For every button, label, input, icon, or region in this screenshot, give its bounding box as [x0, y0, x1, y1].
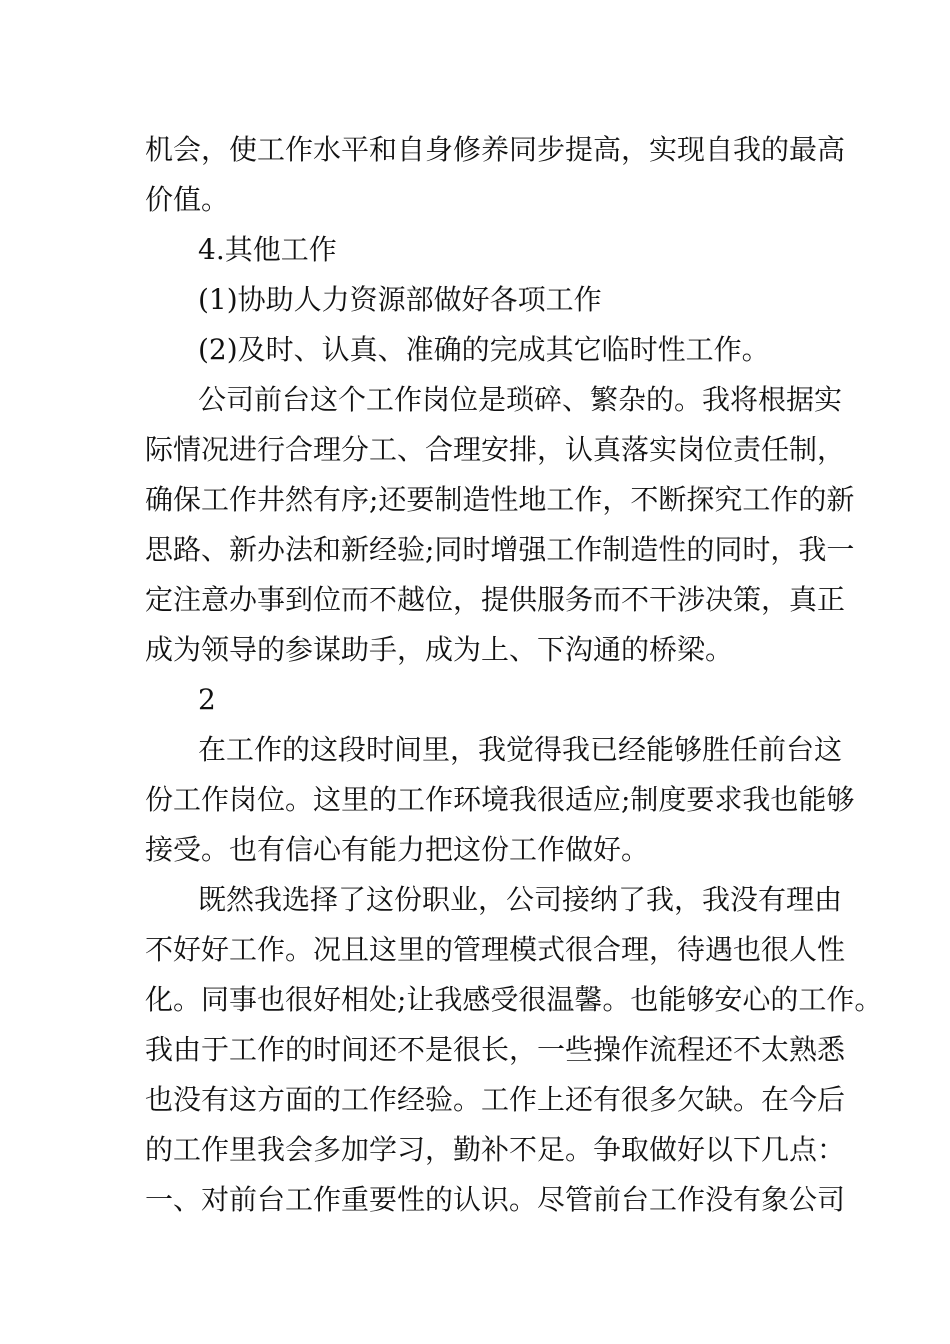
text-line: 接受。也有信心有能力把这份工作做好。 — [145, 833, 650, 866]
paragraph-start: 既然我选择了这份职业，公司接纳了我，我没有理由 — [198, 883, 843, 916]
text-line: 也没有这方面的工作经验。工作上还有很多欠缺。在今后 — [145, 1083, 846, 1116]
text-line: 际情况进行合理分工、合理安排，认真落实岗位责任制， — [145, 433, 846, 466]
text-line: 确保工作井然有序;还要制造性地工作，不断探究工作的新 — [145, 483, 855, 516]
paragraph-start: 在工作的这段时间里，我觉得我已经能够胜任前台这 — [198, 733, 843, 766]
text-line: 思路、新办法和新经验;同时增强工作制造性的同时，我一 — [145, 533, 855, 566]
text-line: 一、对前台工作重要性的认识。尽管前台工作没有象公司 — [145, 1183, 846, 1216]
text-line: 机会，使工作水平和自身修养同步提高，实现自我的最高 — [145, 133, 846, 166]
text-line: 价值。 — [145, 183, 230, 216]
text-line: 份工作岗位。这里的工作环境我很适应;制度要求我也能够 — [145, 783, 855, 816]
text-line: 成为领导的参谋助手，成为上、下沟通的桥梁。 — [145, 633, 734, 666]
paragraph-start: 公司前台这个工作岗位是琐碎、繁杂的。我将根据实 — [198, 383, 843, 416]
list-item: (2)及时、认真、准确的完成其它临时性工作。 — [198, 333, 770, 366]
list-item: (1)协助人力资源部做好各项工作 — [198, 283, 602, 316]
text-line: 我由于工作的时间还不是很长，一些操作流程还不太熟悉 — [145, 1033, 846, 1066]
text-line: 定注意办事到位而不越位，提供服务而不干涉决策，真正 — [145, 583, 846, 616]
section-number: 2 — [198, 683, 216, 716]
text-line: 的工作里我会多加学习，勤补不足。争取做好以下几点： — [145, 1133, 846, 1166]
text-line: 化。同事也很好相处;让我感受很温馨。也能够安心的工作。 — [145, 983, 883, 1016]
section-heading: 4.其他工作 — [198, 233, 337, 266]
text-line: 不好好工作。况且这里的管理模式很合理，待遇也很人性 — [145, 933, 846, 966]
